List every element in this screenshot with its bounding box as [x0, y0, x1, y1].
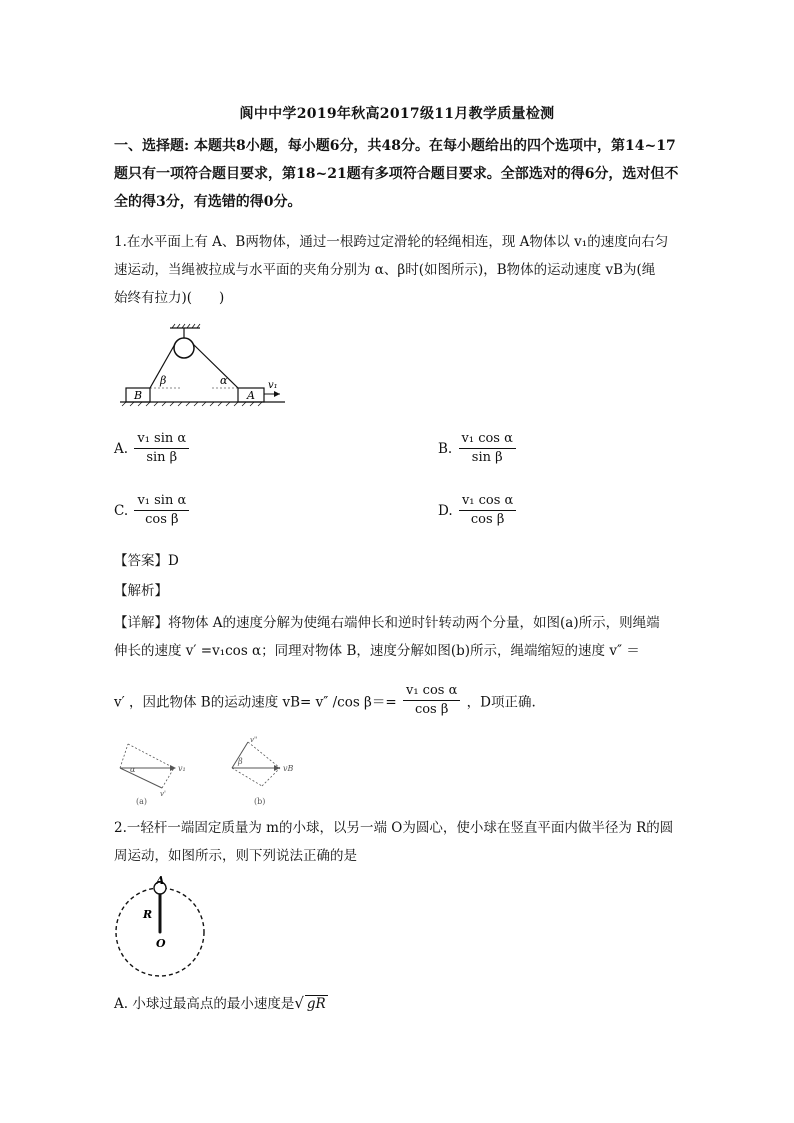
page-title: 阆中中学2019年秋高2017级11月教学质量检测: [239, 106, 555, 122]
beta-label: β: [160, 374, 167, 387]
fraction-numerator: v₁ cos α: [459, 430, 516, 449]
option-label: A.: [114, 440, 129, 457]
option-label: B.: [438, 440, 453, 457]
point-a-label: A: [156, 874, 165, 887]
instruction-line: 全的得3分，有选错的得0分。: [114, 194, 302, 210]
caption-a: (a): [136, 797, 148, 806]
center-o-label: O: [156, 937, 166, 950]
fraction-numerator: v₁ sin α: [134, 430, 189, 449]
beta-label: β: [238, 757, 243, 766]
answer-line: 【答案】D: [114, 553, 179, 569]
q1-line: 始终有拉力)( ): [114, 290, 225, 306]
instruction-line: 一、选择题: 本题共8小题，每小题6分，共48分。在每小题给出的四个选项中，第14~17: [114, 138, 676, 154]
radius-label: R: [143, 908, 153, 921]
option-fraction: [134, 492, 189, 529]
fraction-numerator: v₁ cos α: [403, 682, 460, 701]
caption-b: (b): [254, 797, 266, 806]
detail-text: v′ ，因此物体 B的运动速度 vB= v″ /cos β＝=: [114, 694, 397, 711]
option-b: [438, 430, 518, 467]
q1-line: 1.在水平面上有 A、B两物体，通过一根跨过定滑轮的轻绳相连，现 A物体以 v₁的速度向右匀: [114, 234, 669, 250]
v1-label: v₁: [178, 764, 186, 773]
q2-line: 2.一轻杆一端固定质量为 m的小球，以另一端 O为圆心，使小球在竖直平面内做半径为 R的圆: [114, 820, 674, 836]
fraction-numerator: v₁ cos α: [459, 492, 516, 511]
detail-line: 伸长的速度 v′ =v₁cos α；同理对物体 B，速度分解如图(b)所示，绳端缩短的速度 v″ ＝: [114, 643, 640, 659]
fraction-denominator: cos β: [470, 512, 505, 527]
figure-b: [226, 734, 306, 808]
option-d: [438, 492, 518, 529]
v1-label: v₁: [268, 380, 278, 391]
fraction-denominator: cos β: [145, 512, 179, 527]
sqrt-content: gR: [306, 996, 326, 1012]
option-fraction: [134, 430, 189, 467]
v-double-prime-label: v": [250, 736, 258, 744]
detail-line: 【详解】将物体 A的速度分解为使绳右端伸长和逆时针转动两个分量，如图(a)所示，则绳端: [114, 615, 660, 631]
vb-label: vB: [283, 764, 294, 773]
option-text: A. 小球过最高点的最小速度是: [114, 996, 295, 1012]
question-2-stem: [114, 814, 686, 870]
fraction-denominator: sin β: [471, 450, 503, 465]
pulley-figure: [120, 320, 290, 412]
q1-line: 速运动，当绳被拉成与水平面的夹角分别为 α、β时(如图所示)，B物体的运动速度 vB为(绳: [114, 262, 656, 278]
figure-a: [114, 738, 204, 808]
detail-line-3: [114, 682, 536, 719]
option-fraction: [459, 430, 516, 467]
fraction-denominator: cos β: [414, 702, 449, 717]
circular-motion-figure: [112, 872, 208, 982]
detail-fraction: [403, 682, 460, 719]
block-a-label: A: [247, 389, 255, 402]
option-c: [114, 492, 191, 529]
option-a: [114, 430, 191, 467]
analysis-heading: 【解析】: [114, 583, 168, 599]
q2-option-a: [114, 992, 328, 1012]
alpha-label: α: [220, 374, 228, 387]
option-fraction: [459, 492, 516, 529]
detail-block: [114, 609, 686, 665]
instruction-line: 题只有一项符合题目要求，第18~21题有多项符合题目要求。全部选对的得6分，选对但不: [114, 166, 679, 182]
option-label: D.: [438, 502, 453, 519]
alpha-label: α: [130, 765, 136, 774]
sqrt-sign: √: [294, 994, 304, 1012]
q2-line: 周运动，如图所示，则下列说法正确的是: [114, 848, 357, 864]
option-label: C.: [114, 502, 129, 519]
detail-text: ，D项正确.: [466, 694, 536, 711]
section-instructions: [114, 132, 686, 216]
v-prime-label: v': [160, 790, 166, 798]
fraction-denominator: sin β: [146, 450, 178, 465]
question-1-stem: [114, 228, 686, 312]
block-b-label: B: [134, 389, 143, 402]
fraction-numerator: v₁ sin α: [134, 492, 189, 511]
